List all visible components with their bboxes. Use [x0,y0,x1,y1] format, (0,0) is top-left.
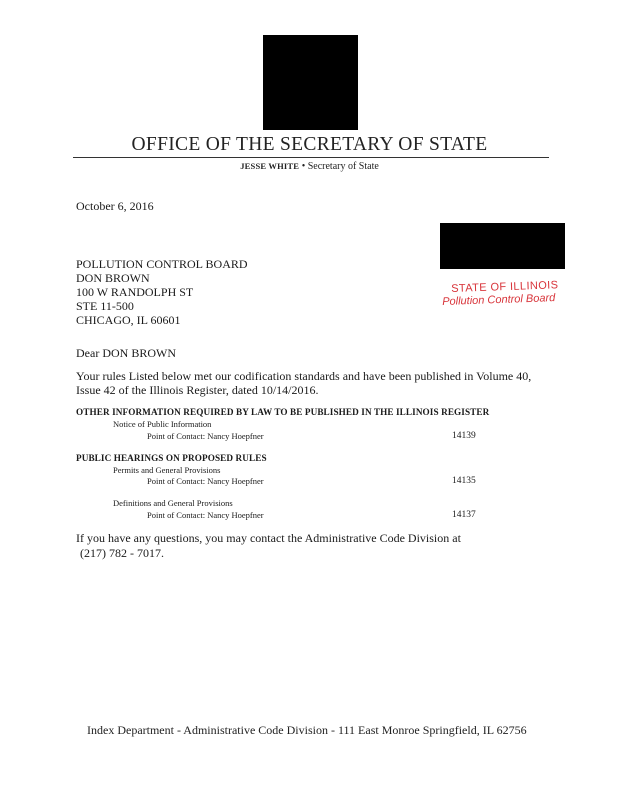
address-line: 100 W RANDOLPH ST [76,285,194,299]
stamp-board-text: Pollution Control Board [442,292,556,308]
rule-page-number: 14135 [452,476,476,486]
section-heading: OTHER INFORMATION REQUIRED BY LAW TO BE PUBLISHED IN THE ILLINOIS REGISTER [76,407,490,417]
address-line: DON BROWN [76,271,150,285]
address-line: CHICAGO, IL 60601 [76,313,181,327]
rule-contact: Point of Contact: Nancy Hoepfner [147,476,264,486]
rule-page-number: 14137 [452,510,476,520]
secretary-title: Secretary of State [307,161,379,172]
section-heading: PUBLIC HEARINGS ON PROPOSED RULES [76,453,267,463]
letterhead-divider [73,157,549,158]
rule-contact: Point of Contact: Nancy Hoepfner [147,510,264,520]
bullet-separator: • [299,161,308,172]
rule-title: Permits and General Provisions [113,465,221,475]
closing-phone: (217) 782 - 7017. [80,546,164,560]
closing-line: If you have any questions, you may contact the Administrative Code Division at [76,531,461,545]
redacted-seal [263,35,358,130]
rule-title: Definitions and General Provisions [113,498,233,508]
body-line: Issue 42 of the Illinois Register, dated 10/14/2016. [76,383,319,397]
body-paragraph [76,369,546,397]
rule-contact: Point of Contact: Nancy Hoepfner [147,431,264,441]
letter-date: October 6, 2016 [76,199,154,213]
address-line: POLLUTION CONTROL BOARD [76,257,248,271]
body-line: Your rules Listed below met our codification standards and have been published in Volume 40, [76,369,532,383]
salutation: Dear DON BROWN [76,346,176,360]
redacted-received-stamp [440,223,565,269]
address-line: STE 11-500 [76,299,134,313]
stamp-state-text: STATE OF ILLINOIS [451,279,559,295]
recipient-address [76,257,248,327]
letterhead-subtitle [0,161,619,172]
rule-page-number: 14139 [452,431,476,441]
secretary-name: JESSE WHITE [240,161,300,171]
office-title: OFFICE OF THE SECRETARY OF STATE [131,134,488,155]
footer-address: Index Department - Administrative Code Division - 111 East Monroe Springfield, IL 62756 [87,723,527,737]
rule-title: Notice of Public Information [113,419,212,429]
